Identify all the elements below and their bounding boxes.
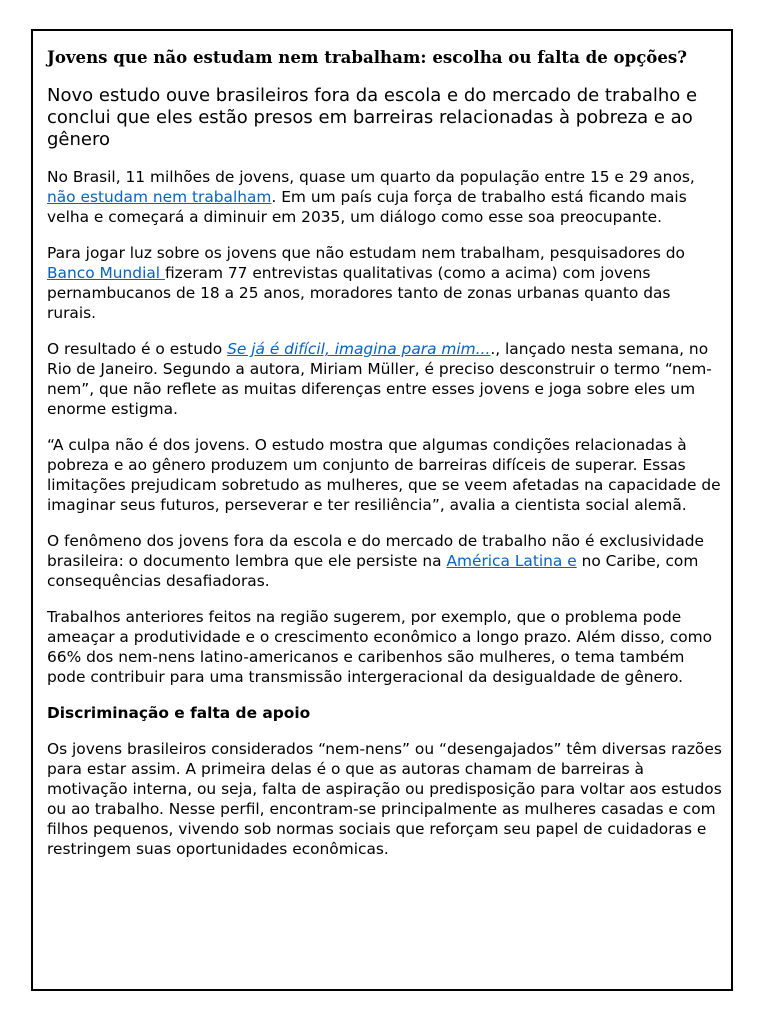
paragraph-3-text-after: ., lançado nesta semana, no Rio de Janeiro. Segundo a autora, Miriam Müller, é preciso desconstruir o termo “nem-nem”, que não reflete as muitas diferenças entre esses jovens e joga sobre eles um enorme estigma. — [47, 340, 712, 418]
paragraph-4: “A culpa não é dos jovens. O estudo mostra que algumas condições relacionadas à pobreza e ao gênero produzem um conjunto de barreiras difíceis de superar. Essas limitações prejudicam sobretudo as mulheres, que se veem afetadas na capacidade de imaginar seus futuros, perseverar e ter resiliência”, avalia a cientista social alemã. — [47, 436, 721, 514]
link-banco-mundial[interactable]: Banco Mundial — [47, 264, 165, 282]
paragraph-3-text-before: O resultado é o estudo — [47, 340, 228, 358]
paragraph-3 — [47, 339, 723, 419]
paragraph-1 — [47, 167, 723, 227]
document-page — [31, 29, 733, 991]
paragraph-1-text-after: . Em um país cuja força de trabalho está ficando mais velha e começará a diminuir em 2035, um diálogo como esse soa preocupante. — [47, 188, 687, 226]
article-body — [47, 45, 723, 875]
paragraph-2 — [47, 243, 723, 323]
link-estudo[interactable]: Se já é difícil, imagina para mim... — [227, 340, 491, 358]
article-title: Jovens que não estudam nem trabalham: escolha ou falta de opções? — [47, 47, 688, 67]
paragraph-1-text-before: No Brasil, 11 milhões de jovens, quase um quarto da população entre 15 e 29 anos, — [47, 168, 695, 186]
link-america-latina[interactable]: América Latina e — [446, 552, 577, 570]
paragraph-5-text-after: no Caribe, com consequências desafiadoras. — [47, 552, 699, 590]
link-nao-estudam-nem-trabalham[interactable]: não estudam nem trabalham — [47, 188, 272, 206]
article-subtitle: Novo estudo ouve brasileiros fora da escola e do mercado de trabalho e conclui que eles estão presos em barreiras relacionadas à pobreza e ao gênero — [47, 85, 698, 150]
section-heading: Discriminação e falta de apoio — [47, 704, 311, 722]
paragraph-5-text-before: O fenômeno dos jovens fora da escola e do mercado de trabalho não é exclusividade brasileira: o documento lembra que ele persiste na — [47, 532, 704, 570]
paragraph-5 — [47, 531, 723, 591]
paragraph-2-text-before: Para jogar luz sobre os jovens que não estudam nem trabalham, pesquisadores do — [47, 244, 685, 262]
paragraph-7: Os jovens brasileiros considerados “nem-nens” ou “desengajados” têm diversas razões para estar assim. A primeira delas é o que as autoras chamam de barreiras à motivação interna, ou seja, falta de aspiração ou predisposição para voltar aos estudos ou ao trabalho. Nesse perfil, encontram-se principalmente as mulheres casadas e com filhos pequenos, vivendo sob normas sociais que reforçam seu papel de cuidadoras e restringem suas oportunidades econômicas. — [47, 740, 722, 858]
paragraph-6: Trabalhos anteriores feitos na região sugerem, por exemplo, que o problema pode ameaçar a produtividade e o crescimento econômico a longo prazo. Além disso, como 66% dos nem-nens latino-americanos e caribenhos são mulheres, o tema também pode contribuir para uma transmissão intergeracional da desigualdade de gênero. — [47, 608, 713, 686]
paragraph-2-text-after: fizeram 77 entrevistas qualitativas (como a acima) com jovens pernambucanos de 18 a 25 anos, moradores tanto de zonas urbanas quanto das rurais. — [47, 264, 671, 322]
